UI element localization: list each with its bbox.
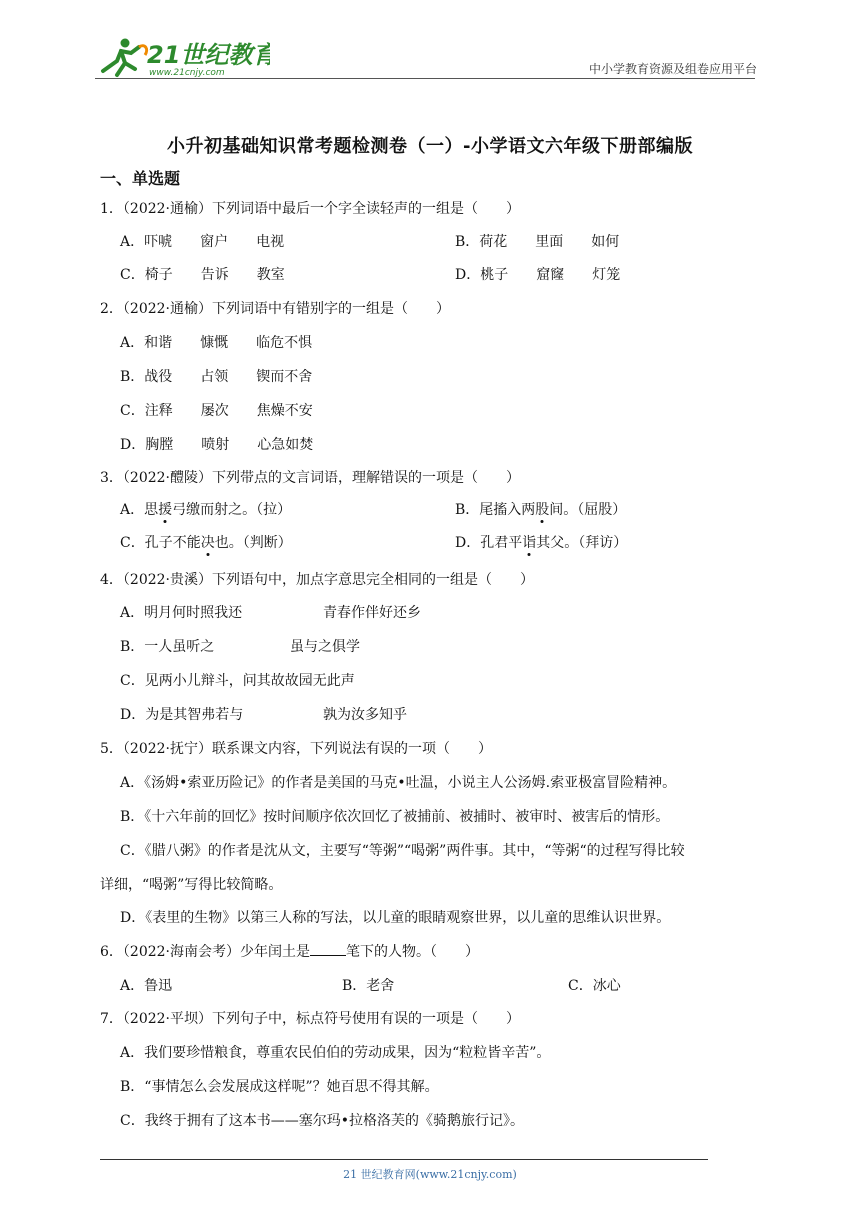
footer-divider [100,1159,708,1160]
page-title: 小升初基础知识常考题检测卷（一）-小学语文六年级下册部编版 [167,136,693,157]
question-5-option-b: B．《十六年前的回忆》按时间顺序依次回忆了被捕前、被捕时、被审时、被害后的情形。 [120,809,670,825]
header-divider [95,78,755,79]
question-1-option-d: D．桃子 窟窿 灯笼 [455,267,621,283]
question-3-stem: 3．（2022·醴陵）下列带点的文言词语，理解错误的一项是（ ） [100,470,520,486]
footer-link[interactable]: 21 世纪教育网(www.21cnjy.com) [343,1168,517,1181]
dotted-char: 决 [200,535,215,551]
question-4-option-d-second: 孰为汝多知乎 [323,707,407,723]
question-1-option-a: A．吓唬 窗户 电视 [120,234,285,250]
question-2-option-d: D．胸膛 喷射 心急如焚 [120,437,314,453]
question-2-option-a: A．和谐 慷慨 临危不惧 [120,335,313,351]
runner-icon [103,39,147,76]
question-4-option-c: C．见两小儿辩斗，问其故故园无此声 [120,673,355,689]
question-6-option-a: A．鲁迅 [120,978,173,994]
question-3-option-d: D．孔君平诣其父。（拜访） [455,535,628,551]
question-6-option-c: C．冰心 [568,978,621,994]
question-3-option-a: A．思援弓缴而射之。（拉） [120,502,292,518]
question-1-option-c: C．椅子 告诉 教室 [120,267,285,283]
platform-label: 中小学教育资源及组卷应用平台 [588,62,757,76]
question-4-stem: 4．（2022·贵溪）下列语句中，加点字意思完全相同的一组是（ ） [100,572,534,588]
question-4-option-a: A．明月何时照我还 [120,605,243,621]
site-logo [95,33,270,81]
question-3-option-b: B．尾搐入两股间。（屈股） [455,502,627,518]
logo-url: www.21cnjy.com [149,68,225,78]
question-5-option-c-continued: 详细，“喝粥”写得比较简略。 [100,877,283,893]
dotted-char: 援 [158,502,173,518]
question-5-option-a: A．《汤姆•索亚历险记》的作者是美国的马克•吐温，小说主人公汤姆.索亚极富冒险精神。 [120,775,677,791]
question-2-option-c: C．注释 屡次 焦燥不安 [120,403,313,419]
question-1-stem: 1．（2022·通榆）下列词语中最后一个字全读轻声的一组是（ ） [100,201,520,217]
question-7-option-a: A．我们要珍惜粮食，尊重农民伯伯的劳动成果，因为“粒粒皆辛苦”。 [120,1045,551,1061]
question-4-option-d: D．为是其智弗若与 [120,707,244,723]
question-5-stem: 5．（2022·抚宁）联系课文内容，下列说法有误的一项（ ） [100,741,492,757]
question-3-option-c: C．孔子不能决也。（判断） [120,535,292,551]
question-7-option-b: B．“事情怎么会发展成这样呢”？她百思不得其解。 [120,1079,439,1095]
dotted-char: 诣 [522,535,537,551]
section-heading: 一、单选题 [100,169,181,188]
answer-blank [310,943,346,956]
dotted-char: 股 [535,502,550,518]
question-4-option-a-second: 青春作伴好还乡 [323,605,421,621]
question-5-option-d: D．《表里的生物》以第三人称的写法，以儿童的眼睛观察世界，以儿童的思维认识世界。 [120,910,671,926]
question-5-option-c: C．《腊八粥》的作者是沈从文，主要写“等粥”“喝粥”两件事。其中，“等粥“的过程写得比较 [120,843,685,859]
question-4-option-b-second: 虽与之俱学 [290,639,360,655]
question-4-option-b: B．一人虽听之 [120,639,215,655]
question-7-stem: 7．（2022·平坝）下列句子中，标点符号使用有误的一项是（ ） [100,1011,520,1027]
question-6-option-b: B．老舍 [342,978,395,994]
question-2-option-b: B．战役 占领 锲而不舍 [120,369,313,385]
question-1-option-b: B．荷花 里面 如何 [455,234,620,250]
logo-text: 21世纪教育 [147,41,270,69]
question-6-stem: 6．（2022·海南会考）少年闰土是 笔下的人物。（ ） [100,944,479,960]
question-7-option-c: C．我终于拥有了这本书——塞尔玛•拉格洛芙的《骑鹅旅行记》。 [120,1113,524,1129]
question-2-stem: 2．（2022·通榆）下列词语中有错别字的一组是（ ） [100,301,450,317]
